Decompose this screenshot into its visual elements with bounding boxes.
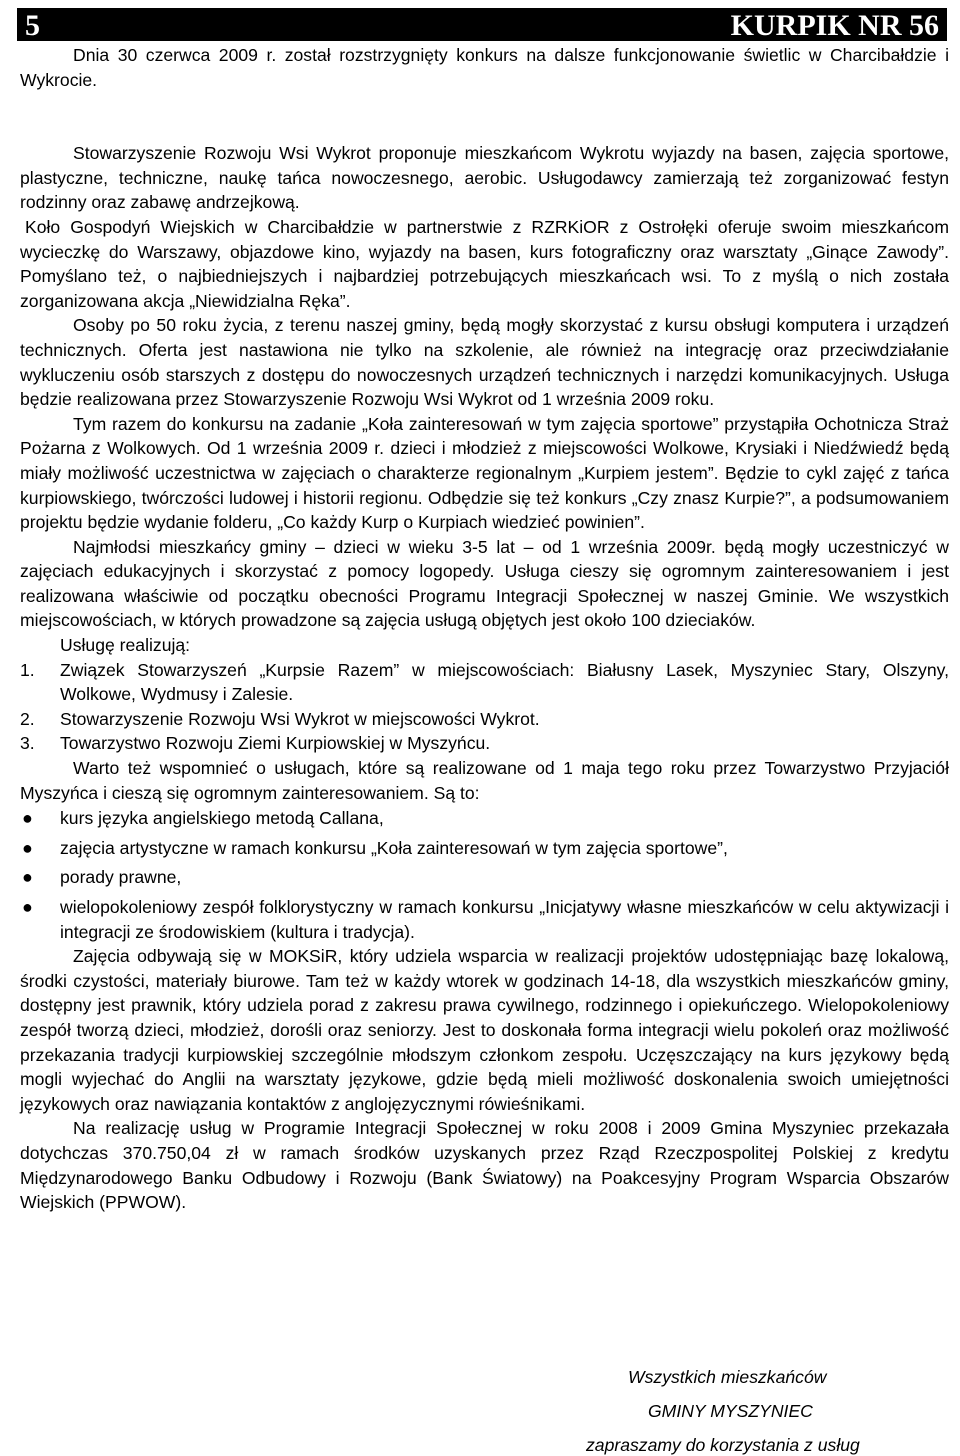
paragraph-6: Najmłodsi mieszkańcy gminy – dzieci w wieku 3-5 lat – od 1 września 2009r. będą mogły uczestniczyć w zajęciach edukacyjnych i skorzystać z pomocy logopedy. Usługa cieszy się ogromnym zainteresowaniem i jest realizowana właściwie od początku obecności Programu Integracji Społecznej w naszej Gminie. We wszystkich miejscowościach, w których prowadzone są zajęcia usługą objętych jest około 100 dzieciaków. (20, 536, 949, 631)
providers-intro: Usługę realizują: (60, 635, 191, 656)
bullet-list (20, 806, 949, 944)
list-number: 1. (20, 659, 35, 680)
paragraph-2: Stowarzyszenie Rozwoju Wsi Wykrot proponuje mieszkańcom Wykrotu wyjazdy na basen, zajęcia sportowe, plastyczne, techniczne, naukę tańca nowoczesnego, aerobic. Usługodawcy zamierzają też zorganizować festyn rodzinny oraz zabawę andrzejkową. (20, 143, 949, 213)
list-item (20, 707, 949, 732)
numbered-list (20, 658, 949, 756)
bullet-icon: ● (22, 808, 33, 829)
list-item (20, 865, 949, 890)
closing-line-2: GMINY MYSZYNIEC (648, 1401, 813, 1421)
issue-title: KURPIK NR 56 (730, 9, 939, 42)
paragraph-4: Osoby po 50 roku życia, z terenu naszej gminy, będą mogły skorzystać z kursu obsługi komputera i urządzeń technicznych. Oferta jest nastawiona nie tylko na szkolenie, ale również na integrację oraz przeciwdziałanie wykluczeniu osób starszych z dostępu do nowoczesnych urządzeń technicznych i narzędzi komunikacyjnych. Usługa będzie realizowana przez Stowarzyszenie Rozwoju Wsi Wykrot od 1 września 2009 roku. (20, 315, 949, 410)
closing-line-1: Wszystkich mieszkańców (628, 1367, 827, 1387)
paragraph-3: Koło Gospodyń Wiejskich w Charcibałdzie w partnerstwie z RZRKiOR z Ostrołęki oferuje swoim mieszkańcom wycieczkę do Warszawy, objazdowe kino, wyjazdy na basen, kurs fotograficzny oraz warsztaty „Ginące Zawody”. Pomyślano też, o najbiedniejszych i najbardziej potrzebujących mieszkańcach wsi. To z myślą o nich została zorganizowana akcja „Niewidzialna Ręka”. (20, 216, 949, 311)
paragraph-8: Warto też wspomnieć o usługach, które są realizowane od 1 maja tego roku przez Towarzystwo Przyjaciół Myszyńca i cieszą się ogromnym zainteresowaniem. Są to: (20, 758, 949, 803)
list-item-text: Związek Stowarzyszeń „Kurpsie Razem” w miejscowościach: Białusny Lasek, Myszyniec Stary, Olszyny, Wolkowe, Wydmusy i Zalesie. (60, 659, 949, 705)
list-item (20, 658, 949, 707)
bullet-icon: ● (22, 897, 33, 917)
spacer (20, 92, 949, 141)
paragraph-5: Tym razem do konkursu na zadanie „Koła zainteresowań w tym zajęcia sportowe” przystąpiła Ochotnicza Straż Pożarna z Wolkowych. Od 1 września 2009 r. dzieci i młodzież z miejscowości Wolkowe, Krysiaki i Niedźwiedź będą miały możliwość uczestnictwa w zajęciach o charakterze regionalnym „Kurpiem jestem”. Będzie to cykl zajęć z tańca kurpiowskiego, twórczości ludowej i historii regionu. Odbędzie się też konkurs „Czy znasz Kurpie?”, a podsumowaniem projektu będzie wydanie folderu, „Co każdy Kurp o Kurpiach wiedzieć powinien”. (20, 413, 949, 533)
list-item-text: wielopokoleniowy zespół folklorystyczny w ramach konkursu „Inicjatywy własne mieszkańców w celu aktywizacji i integracji ze środowiskiem (kultura i tradycja). (60, 897, 949, 942)
list-item (20, 806, 949, 831)
list-item (20, 836, 949, 861)
list-item-text: kurs języka angielskiego metodą Callana, (60, 808, 384, 829)
paragraph-10: Na realizację usług w Programie Integracji Społecznej w roku 2008 i 2009 Gmina Myszyniec przekazała dotychczas 370.750,04 zł w ramach środków uzyskanych przez Rząd Rzeczpospolitej Polskiej z kredytu Międzynarodowego Banku Odbudowy i Rozwoju (Bank Światowy) na Poakcesyjny Program Wsparcia Obszarów Wiejskich (PPWOW). (20, 1118, 949, 1213)
list-item (20, 731, 949, 756)
list-item-text: porady prawne, (60, 867, 182, 888)
list-number: 2. (20, 708, 35, 729)
list-item (20, 895, 949, 944)
closing-line-3: zapraszamy do korzystania z usług (586, 1435, 860, 1455)
list-number: 3. (20, 733, 35, 754)
paragraph-1: Dnia 30 czerwca 2009 r. został rozstrzygnięty konkurs na dalsze funkcjonowanie świetlic w Charcibałdzie i Wykrocie. (20, 45, 949, 90)
article-body (20, 43, 949, 1215)
page-header (17, 8, 947, 41)
bullet-icon: ● (22, 837, 33, 858)
bullet-icon: ● (22, 867, 33, 888)
paragraph-7 (20, 633, 949, 658)
list-item-text: Stowarzyszenie Rozwoju Wsi Wykrot w miejscowości Wykrot. (60, 708, 540, 729)
list-item-text: Towarzystwo Rozwoju Ziemi Kurpiowskiej w Myszyńcu. (60, 733, 491, 754)
paragraph-9: Zajęcia odbywają się w MOKSiR, który udziela wsparcia w realizacji projektów udostępniając bazę lokalową, środki czystości, materiały biurowe. Tam też w każdy wtorek w godzinach 14-18, dla wszystkich mieszkańców gminy, dostępny jest prawnik, który udziela porad z zakresu prawa cywilnego, rodzinnego i opiekuńczego. Wielopokoleniowy zespół tworzą dzieci, młodzież, dorośli oraz seniorzy. Jest to doskonała forma integracji wielu pokoleń oraz możliwość przekazania tradycji kurpiowskiej szczególnie młodszym członkom zespołu. Uczęszczający na kurs językowy będą mogli wyjechać do Anglii na warsztaty językowe, gdzie będą mieli możliwość doskonalenia swoich umiejętności językowych oraz nawiązania kontaktów z anglojęzycznymi rówieśnikami. (20, 946, 949, 1114)
page-number: 5 (25, 9, 40, 42)
list-item-text: zajęcia artystyczne w ramach konkursu „Koła zainteresowań w tym zajęcia sportowe”, (60, 837, 728, 858)
